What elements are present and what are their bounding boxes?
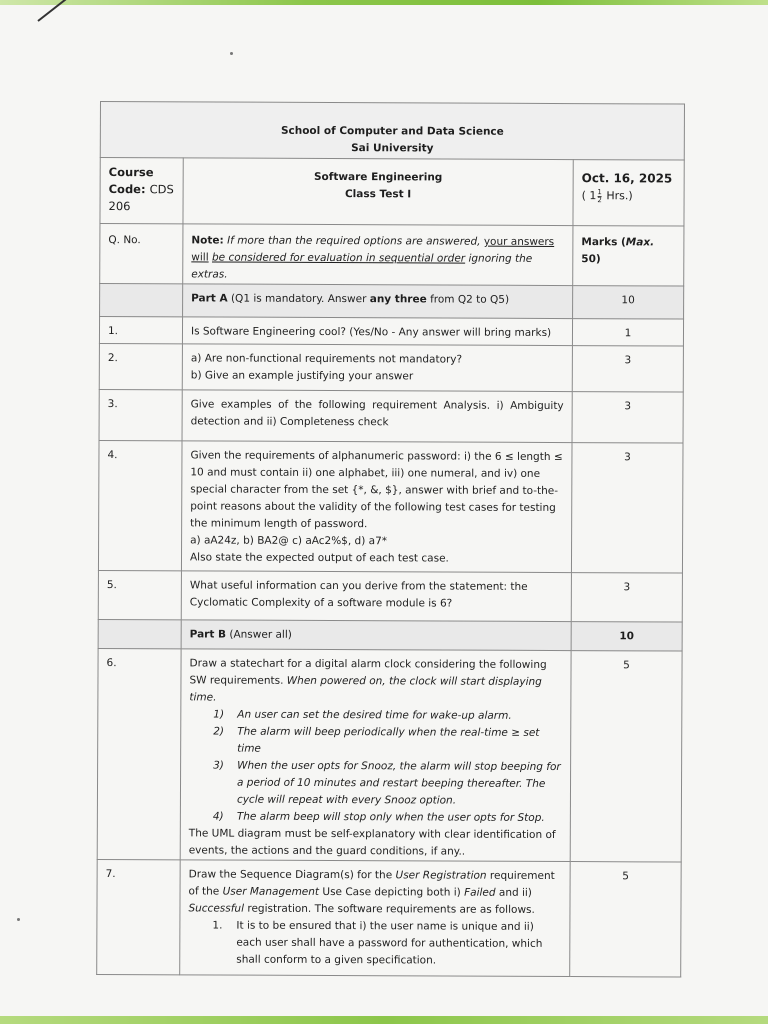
- school-name: School of Computer and Data Science: [280, 124, 504, 138]
- part-b-row: [98, 619, 682, 651]
- part-a-title: [183, 284, 573, 319]
- item-text: An user can set the desired time for wake-up alarm.: [237, 708, 512, 722]
- marks-header: [573, 226, 684, 286]
- item-text: The alarm will beep periodically when the real-time ≥ set time: [237, 725, 540, 755]
- frac-bottom: 2: [597, 195, 602, 204]
- university-name: Sai University: [351, 142, 434, 155]
- question-text: What useful information can you derive from the statement: the Cyclomatic Complexity of a software module is 6?: [181, 571, 571, 622]
- question-number: 1.: [99, 317, 182, 344]
- duration-close: Hrs.): [606, 189, 633, 203]
- qno-header: Q. No.: [100, 224, 183, 284]
- list-item: [188, 917, 561, 970]
- subject-cell: [183, 158, 573, 226]
- question-row: [99, 317, 683, 347]
- item-number: 4): [212, 810, 224, 823]
- question-text: Give examples of the following requirement Analysis. i) Ambiguity detection and ii) Completeness check: [182, 390, 572, 443]
- question-number: 3.: [99, 389, 182, 440]
- part-a-detail-pre: (Q1 is mandatory. Answer: [230, 292, 367, 306]
- question-row: [97, 859, 682, 977]
- note-tail: ignoring the extras.: [191, 252, 533, 281]
- part-a-detail-bold: any three: [369, 293, 427, 306]
- text-part: requirement of the: [188, 869, 555, 898]
- note-cell: [183, 224, 573, 286]
- date-cell: [573, 160, 684, 226]
- list-item: [189, 723, 562, 759]
- bottom-green-edge: [0, 1016, 768, 1024]
- text-italic: Successful: [188, 902, 245, 915]
- marks-label: Marks (: [581, 236, 626, 249]
- question-text: [181, 441, 572, 573]
- note-label: Note:: [191, 234, 224, 247]
- note-underline-1: your answers will: [191, 235, 555, 264]
- empty-cell: [100, 284, 183, 317]
- item-number: 2): [213, 725, 225, 738]
- question-row: [98, 570, 682, 622]
- question-marks: 3: [571, 573, 682, 622]
- test-cases: a) aA24z, b) BA2@ c) aAc2%$, d) a7*: [190, 534, 388, 548]
- marks-italic: Max.: [625, 236, 655, 249]
- part-a-row: [100, 284, 684, 320]
- question-number: 6.: [97, 648, 181, 859]
- course-code: CDS: [149, 182, 174, 197]
- question-tail: Also state the expected output of each test case.: [189, 551, 449, 565]
- question-marks: 3: [572, 346, 683, 392]
- exam-sheet: [96, 101, 684, 967]
- part-a-marks: 10: [573, 286, 684, 319]
- question-text: [180, 860, 570, 977]
- question-marks: 5: [570, 651, 682, 862]
- question-marks: 5: [570, 862, 682, 977]
- text-part: and ii): [498, 886, 532, 899]
- intro-text: Draw a statechart for a digital alarm clock considering the following SW requirements.: [189, 657, 547, 687]
- part-b-detail: (Answer all): [229, 628, 292, 641]
- intro-italic: When powered on, the clock will start displaying time.: [189, 674, 542, 704]
- question-body: [188, 866, 561, 919]
- marks-max: 50): [581, 253, 601, 266]
- exam-duration: [582, 187, 676, 204]
- note-italic: If more than the required options are answered,: [227, 234, 481, 248]
- duration-fraction: [597, 189, 602, 204]
- part-a-detail-post: from Q2 to Q5): [430, 293, 510, 306]
- note-underline-2: be considered for evaluation in sequential order: [211, 251, 466, 265]
- list-item: [189, 706, 562, 725]
- question-row: [99, 343, 683, 392]
- item-number: 1): [213, 708, 225, 721]
- text-italic: User Registration: [395, 869, 487, 882]
- question-number: 7.: [97, 859, 181, 974]
- question-number: 2.: [99, 343, 182, 389]
- course-code-cell: [100, 158, 183, 224]
- text-italic: User Management: [222, 885, 320, 898]
- question-number: 5.: [98, 570, 181, 619]
- course-code-line: [109, 181, 175, 198]
- question-marks: 1: [572, 319, 683, 346]
- question-text: [182, 344, 572, 392]
- question-marks: 3: [571, 443, 683, 573]
- question-text: [180, 649, 571, 862]
- text-part: registration. The software requirements are as follows.: [247, 902, 535, 916]
- item-text: When the user opts for Snooz, the alarm will stop beeping for a period of 10 minutes and restart beeping thereafter. The cycle will repeat with every Snooz option.: [236, 759, 561, 807]
- header-row: [100, 102, 684, 161]
- top-green-edge: [0, 0, 768, 5]
- question-row: [97, 648, 682, 862]
- exam-table: [96, 101, 685, 978]
- institution-header: [100, 102, 684, 161]
- part-b-marks: 10: [571, 622, 682, 651]
- question-body: Given the requirements of alphanumeric password: i) the 6 ≤ length ≤ 10 and must contain ii) one alphabet, iii) one numeral, and iv) one special character from the set {*, &, $}, answer with brief and to-the-point reasons about the validity of the following test cases for testing the minimum length of password.: [190, 449, 563, 531]
- exam-date: Oct. 16, 2025: [581, 171, 673, 186]
- requirements-list: [189, 706, 563, 827]
- item-text: The alarm beep will stop only when the user opts for Stop.: [236, 810, 545, 824]
- speck: [230, 52, 233, 55]
- subject-name: Software Engineering: [313, 170, 443, 184]
- part-b-title: [181, 620, 571, 651]
- course-code-number: 206: [108, 199, 131, 214]
- list-item: [189, 808, 562, 827]
- frac-top: 1: [597, 187, 602, 196]
- question-line: b) Give an example justifying your answer: [190, 369, 414, 383]
- item-number: 1.: [212, 919, 223, 932]
- question-marks: 3: [572, 392, 683, 443]
- empty-cell: [98, 619, 181, 648]
- duration-open: ( 1: [581, 189, 597, 203]
- part-b-label: Part B: [189, 628, 227, 641]
- course-label: Course: [108, 165, 154, 180]
- text-part: Use Case depicting both i): [322, 885, 461, 899]
- list-item: [189, 757, 562, 810]
- item-text: It is to be ensured that i) the user name is unique and ii) each user shall have a password for authentication, which shall conform to a given specification.: [236, 919, 543, 967]
- requirements-list: [188, 917, 561, 970]
- question-text: Is Software Engineering cool? (Yes/No - Any answer will bring marks): [182, 317, 572, 346]
- columns-row: [100, 224, 684, 287]
- question-intro: [189, 655, 562, 708]
- item-number: 3): [213, 759, 224, 772]
- question-row: [99, 389, 683, 443]
- code-prefix: Code:: [108, 182, 146, 197]
- speck: [17, 918, 20, 921]
- text-italic: Failed: [464, 886, 496, 899]
- question-row: [98, 440, 683, 573]
- course-row: [100, 158, 684, 227]
- question-line: a) Are non-functional requirements not mandatory?: [190, 352, 463, 366]
- question-number: 4.: [98, 440, 182, 570]
- test-name: Class Test I: [344, 188, 412, 201]
- text-part: Draw the Sequence Diagram(s) for the: [188, 868, 393, 882]
- question-tail: The UML diagram must be self-explanatory with clear identification of events, the actions and the guard conditions, if any..: [188, 827, 556, 858]
- part-a-label: Part A: [191, 292, 228, 305]
